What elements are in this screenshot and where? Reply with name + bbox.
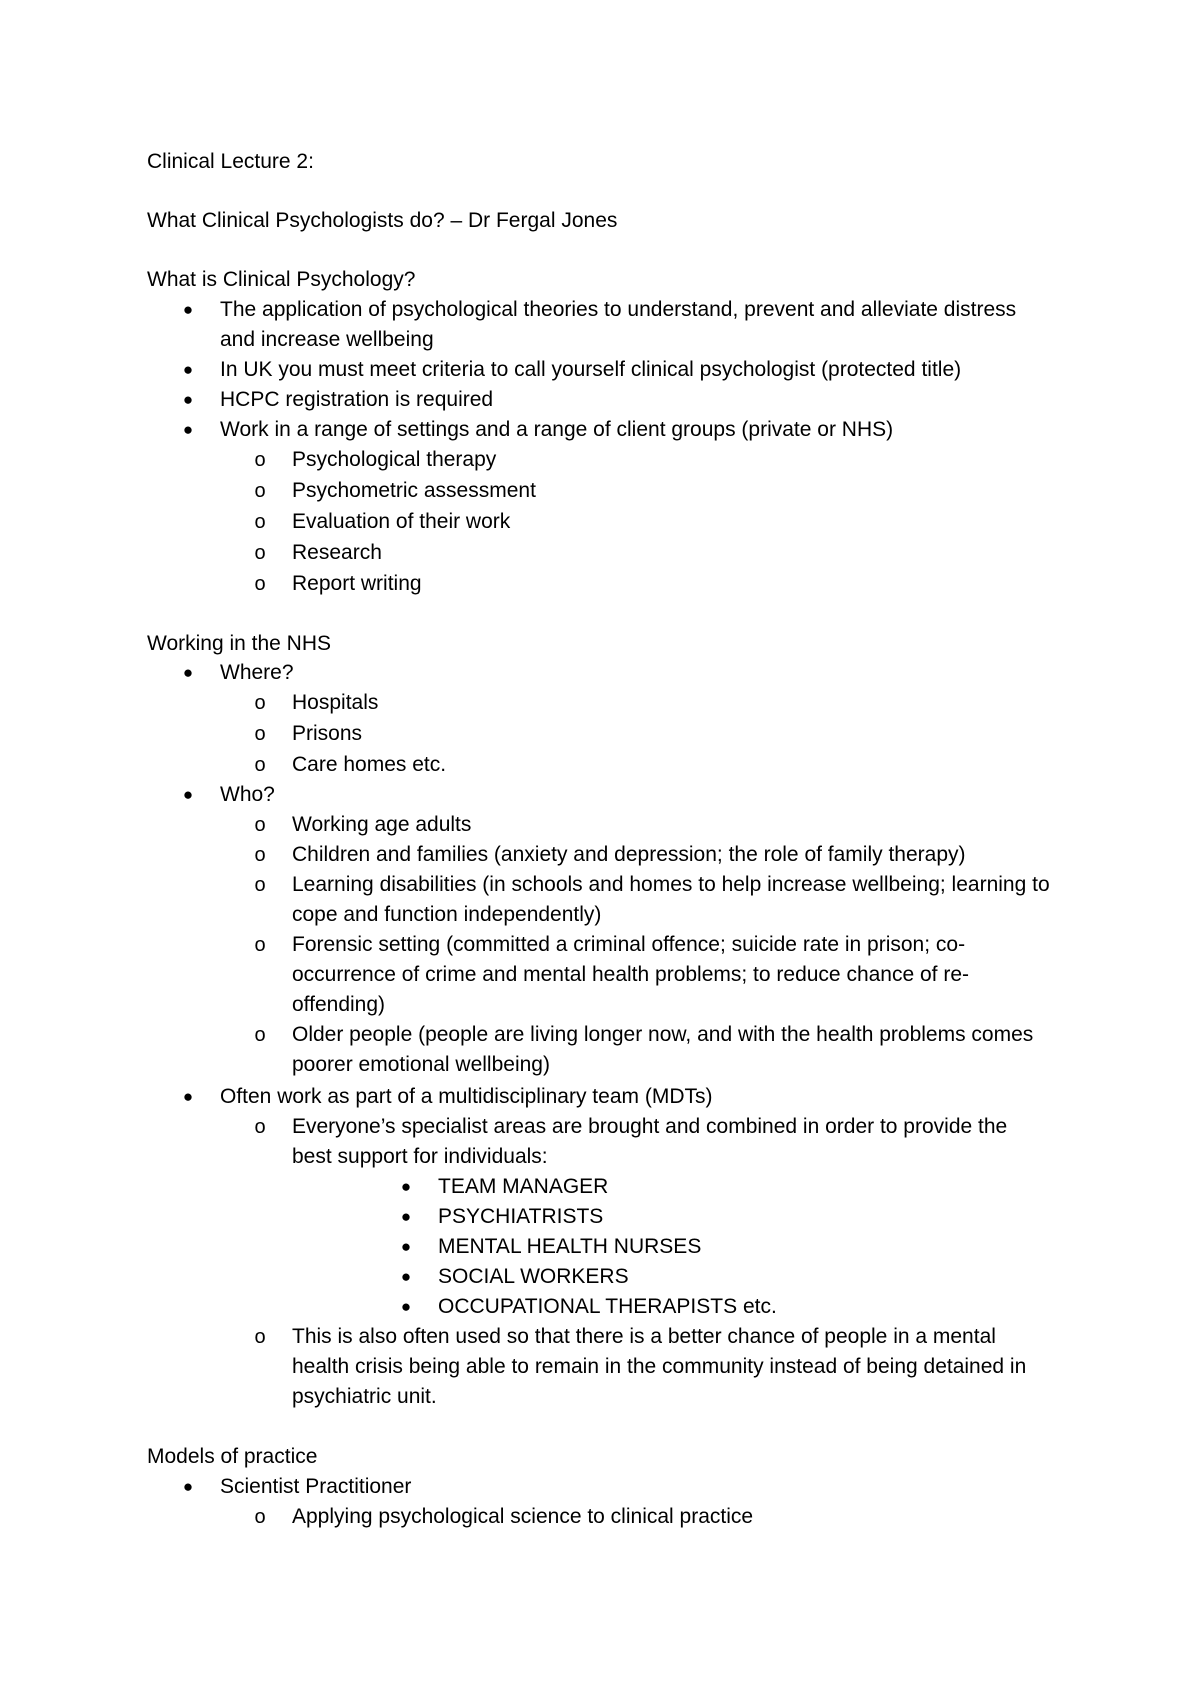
list-item <box>182 658 1040 688</box>
list-item-text: Scientist Practitioner <box>220 1475 412 1498</box>
role-list-item-text: SOCIAL WORKERS <box>438 1265 629 1288</box>
role-list-item-text: PSYCHIATRISTS <box>438 1205 604 1228</box>
sub-list-item-text: Children and families (anxiety and depression; the role of family therapy) <box>292 843 966 866</box>
sub-list-item-text: Everyone’s specialist areas are brought and combined in order to provide the best support for individuals: <box>292 1115 1008 1168</box>
bullet-marker: ● <box>400 1237 412 1256</box>
bullet-marker: ● <box>182 300 194 319</box>
role-list-item <box>400 1172 1038 1202</box>
list-item <box>182 780 1040 810</box>
list-item-text: Who? <box>220 783 275 806</box>
list-item <box>182 415 1040 445</box>
role-list-item <box>400 1262 1038 1292</box>
role-list-item <box>400 1202 1038 1232</box>
sub-list-item-text: Psychometric assessment <box>292 479 536 502</box>
bullet-marker: ● <box>182 420 194 439</box>
sub-list-item <box>254 1322 1052 1412</box>
sub-list-item-text: Psychological therapy <box>292 448 497 471</box>
bullet-marker: ● <box>182 360 194 379</box>
sub-list-item <box>254 507 1052 537</box>
sub-list-item <box>254 1112 1052 1172</box>
bullet-marker: ● <box>182 1087 194 1106</box>
sub-list-item <box>254 445 1052 475</box>
list-item-text: Often work as part of a multidisciplinary team (MDTs) <box>220 1085 713 1108</box>
sub-list-item-text: This is also often used so that there is a better chance of people in a mental health crisis being able to remain in the community instead of being detained in psychiatric unit. <box>292 1325 1027 1408</box>
sub-list-item <box>254 840 1052 870</box>
circle-marker: o <box>254 1024 266 1046</box>
circle-marker: o <box>254 542 266 564</box>
section-heading-what-is: What is Clinical Psychology? <box>147 268 416 291</box>
list-item-text: In UK you must meet criteria to call yourself clinical psychologist (protected title) <box>220 358 962 381</box>
circle-marker: o <box>254 1506 266 1528</box>
bullet-marker: ● <box>182 1477 194 1496</box>
sub-list-item-text: Older people (people are living longer now, and with the health problems comes poorer emotional wellbeing) <box>292 1023 1034 1076</box>
sub-list-item-text: Research <box>292 541 382 564</box>
circle-marker: o <box>254 754 266 776</box>
circle-marker: o <box>254 480 266 502</box>
sub-list-item <box>254 1502 1052 1532</box>
sub-list-item <box>254 569 1052 599</box>
section-heading-models: Models of practice <box>147 1445 318 1468</box>
sub-list-item-text: Report writing <box>292 572 422 595</box>
list-item-text: The application of psychological theories to understand, prevent and alleviate distress and increase wellbeing <box>220 298 1017 351</box>
role-list-item <box>400 1292 1038 1322</box>
role-list-item <box>400 1232 1038 1262</box>
list-item <box>182 385 1040 415</box>
circle-marker: o <box>254 814 266 836</box>
sub-list-item <box>254 476 1052 506</box>
list-item <box>182 355 1040 385</box>
sub-list-item-text: Working age adults <box>292 813 472 836</box>
role-list-item-text: TEAM MANAGER <box>438 1175 609 1198</box>
document-subtitle: What Clinical Psychologists do? – Dr Fergal Jones <box>147 209 618 232</box>
circle-marker: o <box>254 511 266 533</box>
list-item <box>182 1472 1040 1502</box>
sub-list-item <box>254 930 1052 1020</box>
bullet-marker: ● <box>182 785 194 804</box>
sub-list-item <box>254 810 1052 840</box>
role-list-item-text: MENTAL HEALTH NURSES <box>438 1235 702 1258</box>
circle-marker: o <box>254 934 266 956</box>
role-list-item-text: OCCUPATIONAL THERAPISTS etc. <box>438 1295 777 1318</box>
sub-list-item-text: Prisons <box>292 722 363 745</box>
sub-list-item <box>254 870 1052 930</box>
sub-list-item <box>254 719 1052 749</box>
sub-list-item-text: Care homes etc. <box>292 753 447 776</box>
circle-marker: o <box>254 1326 266 1348</box>
list-item <box>182 295 1040 355</box>
sub-list-item <box>254 688 1052 718</box>
sub-list-item-text: Hospitals <box>292 691 379 714</box>
section-heading-nhs: Working in the NHS <box>147 632 332 655</box>
sub-list-item-text: Applying psychological science to clinical practice <box>292 1505 754 1528</box>
bullet-marker: ● <box>182 390 194 409</box>
bullet-marker: ● <box>400 1177 412 1196</box>
bullet-marker: ● <box>400 1207 412 1226</box>
circle-marker: o <box>254 844 266 866</box>
circle-marker: o <box>254 874 266 896</box>
circle-marker: o <box>254 692 266 714</box>
list-item-text: Where? <box>220 661 294 684</box>
circle-marker: o <box>254 573 266 595</box>
document-title: Clinical Lecture 2: <box>147 150 314 173</box>
sub-list-item <box>254 538 1052 568</box>
bullet-marker: ● <box>400 1267 412 1286</box>
sub-list-item-text: Forensic setting (committed a criminal offence; suicide rate in prison; co-occurrence of crime and mental health problems; to reduce chance of re-offending) <box>292 933 970 1016</box>
circle-marker: o <box>254 449 266 471</box>
circle-marker: o <box>254 1116 266 1138</box>
list-item-text: HCPC registration is required <box>220 388 494 411</box>
sub-list-item <box>254 1020 1052 1080</box>
bullet-marker: ● <box>182 663 194 682</box>
list-item <box>182 1082 1040 1112</box>
sub-list-item-text: Learning disabilities (in schools and homes to help increase wellbeing; learning to cope and function independently) <box>292 873 1050 926</box>
list-item-text: Work in a range of settings and a range of client groups (private or NHS) <box>220 418 894 441</box>
bullet-marker: ● <box>400 1297 412 1316</box>
sub-list-item <box>254 750 1052 780</box>
circle-marker: o <box>254 723 266 745</box>
sub-list-item-text: Evaluation of their work <box>292 510 511 533</box>
